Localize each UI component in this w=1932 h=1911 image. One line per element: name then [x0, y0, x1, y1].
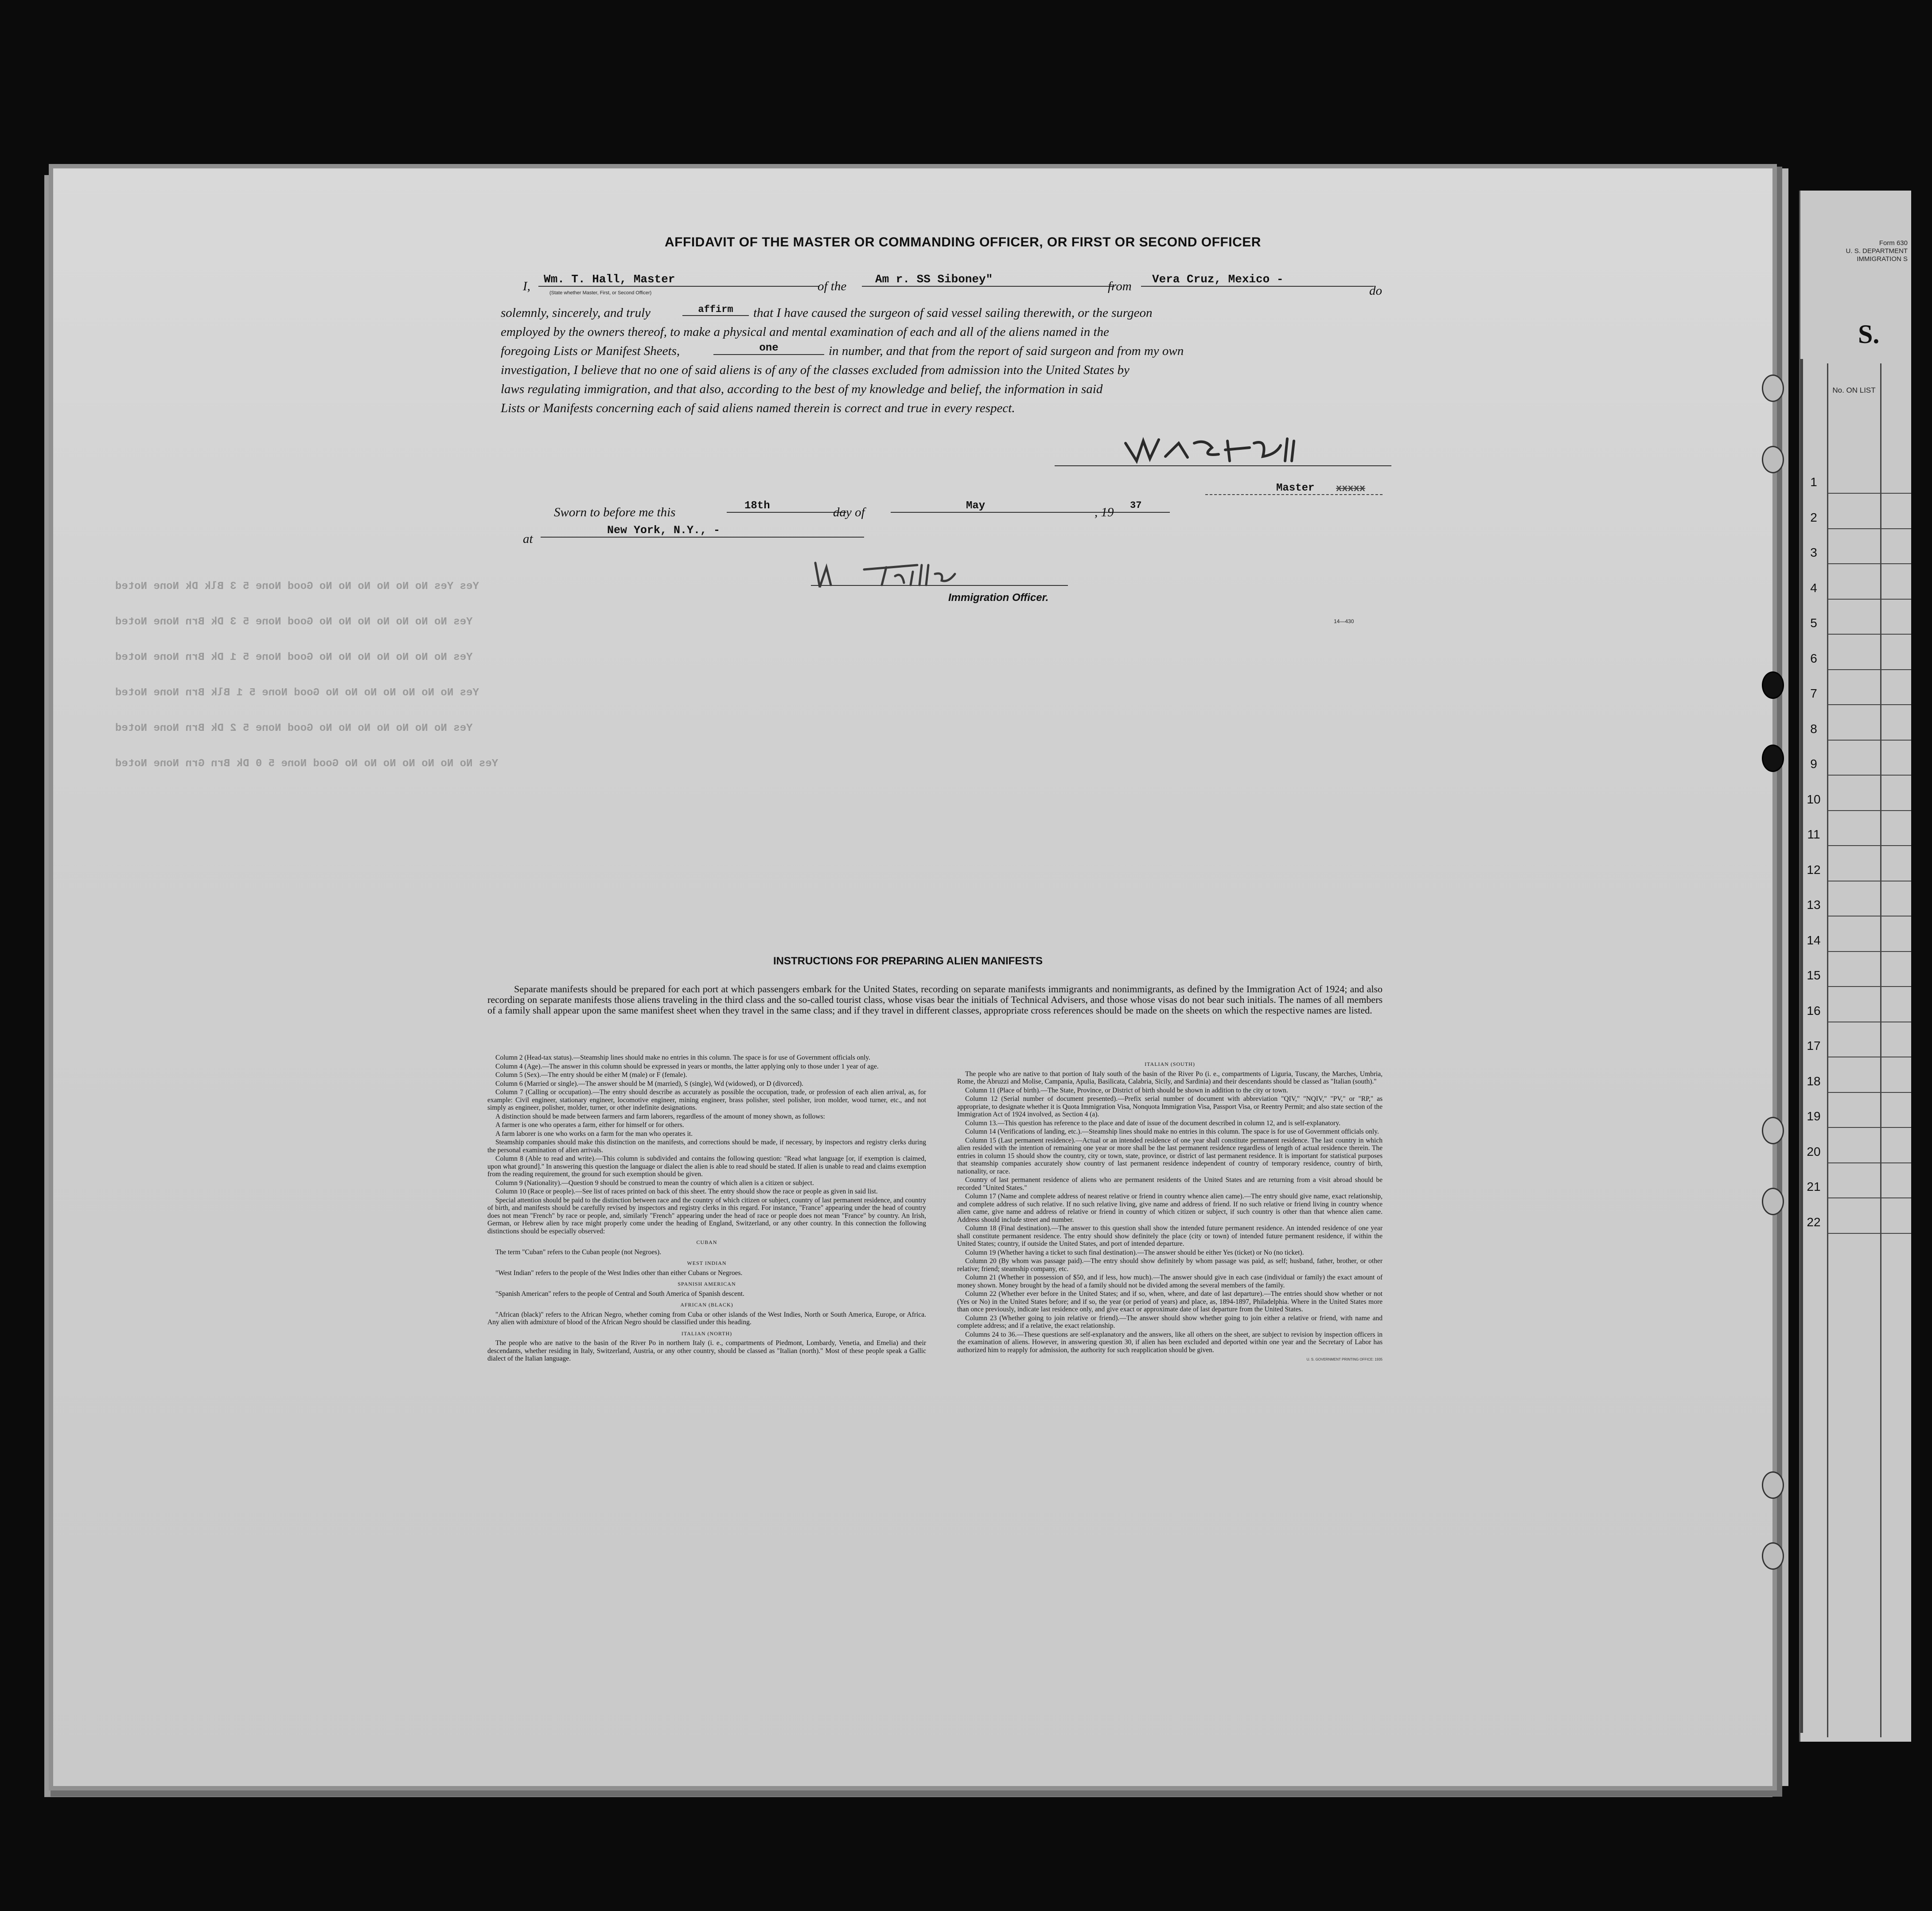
- officer-name-field: Wm. T. Hall, Master: [538, 273, 818, 287]
- sheet-count-field: one: [713, 342, 824, 355]
- row-rule: [1827, 493, 1911, 494]
- immigration-service-label: IMMIGRATION S: [1857, 255, 1908, 263]
- binder-hole: [1762, 1117, 1784, 1144]
- heading-west-indian: WEST INDIAN: [687, 1260, 727, 1266]
- para-spanish-american: "Spanish American" refers to the people of Central and South America of Spanish descent.: [495, 1290, 744, 1298]
- officer-rank-note: (State whether Master, First, or Second Officer): [549, 290, 652, 296]
- heading-italian-north: ITALIAN (NORTH): [681, 1330, 732, 1337]
- list-row-number: 7: [1810, 686, 1817, 700]
- column-rule: [1827, 363, 1828, 1737]
- row-rule: [1827, 528, 1911, 529]
- affidavit-line-3: employed by the owners thereof, to make a physical and mental examination of each and all of the aliens named in the: [501, 325, 1109, 339]
- master-signature-line: [1055, 465, 1391, 466]
- printing-office-imprint: U. S. GOVERNMENT PRINTING OFFICE: 1935: [1306, 1357, 1383, 1361]
- row-rule: [1827, 986, 1911, 987]
- para-west-indian: "West Indian" refers to the people of the West Indies other than either Cubans or Negroes.: [495, 1269, 743, 1277]
- row-rule: [1827, 599, 1911, 600]
- list-row-number: 4: [1810, 581, 1817, 595]
- immigration-officer-signature: [806, 554, 993, 594]
- instruction-paragraph: Column 22 (Whether ever before in the United States; and if so, when, where, and date of last departure).—The entries should show whether or not (Yes or No) in the United States before; and if so, the year (or period of years) and place, as, 1894-1897, Philadelphia. Where in the United States more than once previously, indicate last residence only, and give exact or approximate date of last departure from the United States.: [957, 1290, 1383, 1313]
- list-row-number: 5: [1810, 616, 1817, 630]
- sheet-letter: S.: [1858, 320, 1880, 349]
- no-on-list-header: No. ON LIST: [1832, 386, 1876, 394]
- affidavit-line-2a: solemnly, sincerely, and truly: [501, 306, 651, 320]
- instructions-left-column: [487, 1054, 926, 1364]
- from-label: from: [1108, 279, 1132, 293]
- instruction-paragraph: Column 8 (Able to read and write).—This column is subdivided and contains the following question: "Read what language [or, if exemption is claimed, upon what ground]." In answering this question the language or dialect the alien is able to read should be stated. If alien is unable to read and claims exemption from the reading requirement, the ground for such exemption should be given.: [487, 1155, 926, 1178]
- row-rule: [1827, 634, 1911, 635]
- instruction-paragraph: Special attention should be paid to the distinction between race and the country of which citizen or subject, country of last permanent residence, and country of birth, and manifests should be carefully revised by inspectors and registry clerks in this regard. For instance, "France" appearing under the head of country does not mean "French" by race or people, and, similarly "French" appearing under the head of race or people does not mean "France" by country. An Irish, German, or Hebrew alien by race might properly come under the heading of England, Switzerland, or any other country. In this connection the following distinctions should be especially observed:: [487, 1196, 926, 1235]
- bleed-row: Yes No No No No No No No Good None 5 0 Dk Brn Grn None Noted: [115, 758, 499, 770]
- column-rule: [1880, 363, 1881, 1737]
- instruction-paragraph: Column 4 (Age).—The answer in this column should be expressed in years or months, the latter applying only to those under 1 year of age.: [495, 1062, 879, 1070]
- adjoining-manifest-sheet: [1799, 191, 1911, 1742]
- row-rule: [1827, 740, 1911, 741]
- instruction-paragraph: Column 18 (Final destination).—The answer to this question shall show the intended future permanent residence. An intended residence of one year shall constitute permanent residence. The entry should show definitely the place (city or town) of intended future permanent residence, if within the United States; country, if outside the United States, and port of intended departure.: [957, 1225, 1383, 1248]
- officer-signature-line: [811, 585, 1068, 586]
- instructions-title: INSTRUCTIONS FOR PREPARING ALIEN MANIFESTS: [773, 955, 1043, 967]
- instruction-paragraph: Column 20 (By whom was passage paid).—The entry should show definitely by whom passage was paid, as self; husband, father, brother, or other relative; friend; steamship company, etc.: [957, 1257, 1383, 1273]
- list-row-number: 2: [1810, 510, 1817, 524]
- row-rule: [1827, 704, 1911, 705]
- row-rule: [1827, 951, 1911, 952]
- vessel-field: Am r. SS Siboney": [862, 273, 1114, 287]
- rank-line: [1205, 494, 1383, 495]
- month-field: May: [891, 500, 1170, 513]
- list-row-number: 13: [1807, 898, 1821, 912]
- binder-hole: [1762, 745, 1784, 772]
- place-field: New York, N.Y., -: [541, 524, 864, 538]
- list-row-number: 11: [1807, 827, 1820, 841]
- instruction-paragraph: Column 7 (Calling or occupation).—The entry should describe as accurately as possible the occupation, trade, or profession of each alien arrival, as, for example: Civil engineer, stationary engineer, locomotive engineer, mining engineer, brass polisher, steel polisher, iron molder, wood turner, etc., and not simply as engineer, polisher, molder, turner, or other indefinite designations.: [487, 1088, 926, 1112]
- of-the-label: of the: [818, 279, 847, 293]
- instructions-intro: Separate manifests should be prepared for each port at which passengers embark for the United States, recording on separate manifests immigrants and nonimmigrants, as defined by the Immigration Act of 1924; and also recording on separate manifests those aliens traveling in the third class and the so-called tourist class, whose visas bear the initials of Technical Advisers, and those whose visas do not bear such initials. The names of all members of a family shall appear upon the same manifest sheet when they travel in the same class; and if they travel in different classes, appropriate cross references should be made on the sheets on which the respective names are listed.: [487, 983, 1383, 1016]
- port-field: Vera Cruz, Mexico -: [1141, 273, 1374, 287]
- year-prefix: , 19: [1095, 505, 1114, 519]
- list-row-number: 3: [1810, 546, 1817, 559]
- master-signature: [1117, 430, 1365, 470]
- list-row-number: 1: [1810, 475, 1817, 489]
- form-stamp: 14—430: [1334, 618, 1354, 624]
- instruction-paragraph: Column 11 (Place of birth).—The State, Province, or District of birth should be shown in addition to the city or town.: [965, 1086, 1288, 1094]
- instruction-paragraph: Steamship companies should make this distinction on the manifests, and corrections should be made, if necessary, by inspectors and registry clerks during the personal examination of alien arrivals.: [487, 1139, 926, 1154]
- list-row-number: 16: [1807, 1003, 1821, 1018]
- bleed-row: Yes No No No No No No No Good None 5 1 Dk Brn None Noted: [115, 651, 473, 663]
- instruction-paragraph: Column 13.—This question has reference to the place and date of issue of the document described in column 12, and is self-explanatory.: [965, 1119, 1340, 1127]
- heading-italian-south: ITALIAN (SOUTH): [1145, 1061, 1195, 1067]
- binder-hole: [1762, 1542, 1784, 1570]
- year-suffix: 37: [1130, 500, 1142, 511]
- binder-hole: [1762, 374, 1784, 402]
- instruction-paragraph: A farmer is one who operates a farm, either for himself or for others.: [495, 1121, 684, 1129]
- form-number: Form 630: [1879, 239, 1908, 247]
- instruction-paragraph: Column 2 (Head-tax status).—Steamship lines should make no entries in this column. The space is for use of Government officials only.: [495, 1054, 871, 1061]
- instructions-right-column: [957, 1057, 1383, 1364]
- row-rule: [1827, 1092, 1911, 1093]
- list-row-number: 6: [1810, 651, 1817, 665]
- affidavit-title: AFFIDAVIT OF THE MASTER OR COMMANDING OFFICER, OR FIRST OR SECOND OFFICER: [665, 235, 1261, 250]
- binder-hole: [1762, 446, 1784, 473]
- row-rule: [1827, 810, 1911, 811]
- instruction-paragraph: Column 6 (Married or single).—The answer should be M (married), S (single), Wd (widowed), or D (divorced).: [495, 1080, 803, 1088]
- list-row-number: 12: [1807, 862, 1821, 877]
- instruction-paragraph: A farm laborer is one who works on a farm for the man who operates it.: [495, 1130, 693, 1138]
- list-row-number: 8: [1810, 722, 1817, 736]
- day-of-label: day of: [833, 505, 865, 519]
- heading-cuban: CUBAN: [696, 1239, 717, 1245]
- row-rule: [1827, 1127, 1911, 1128]
- bleed-row: Yes No No No No No No No Good None 5 2 Dk Brn None Noted: [115, 722, 473, 734]
- do-label: do: [1369, 284, 1382, 298]
- instruction-paragraph: Columns 24 to 36.—These questions are self-explanatory and the answers, like all others on the sheet, are subject to revision by inspection officers in the examination of aliens. However, in answering question 30, if alien has been excluded and deported within one year and the Secretary of Labor has authorized him to reapply for admission, the authority for such reapplication should be given.: [957, 1330, 1383, 1354]
- instruction-paragraph: Column 5 (Sex).—The entry should be either M (male) or F (female).: [495, 1071, 687, 1079]
- list-row-number: 15: [1807, 968, 1821, 982]
- instruction-paragraph: A distinction should be made between farmers and farm laborers, regardless of the amount of money shown, as follows:: [495, 1112, 825, 1120]
- immigration-officer-label: Immigration Officer.: [948, 592, 1049, 604]
- row-rule: [1827, 1233, 1911, 1234]
- affidavit-line-6: laws regulating immigration, and that also, according to the best of my knowledge and belief, the information in said: [501, 382, 1103, 396]
- at-label: at: [523, 532, 533, 546]
- row-rule: [1827, 1162, 1911, 1163]
- row-rule: [1827, 845, 1911, 846]
- para-cuban: The term "Cuban" refers to the Cuban people (not Negroes).: [495, 1248, 662, 1256]
- list-row-number: 20: [1807, 1144, 1821, 1158]
- list-row-number: 14: [1807, 933, 1821, 947]
- bleed-row: Yes No No No No No No No Good None 5 3 Dk Brn None Noted: [115, 616, 473, 628]
- list-row-number: 22: [1807, 1215, 1821, 1229]
- affidavit-line-4b: in number, and that from the report of said surgeon and from my own: [829, 344, 1184, 358]
- list-row-number: 9: [1810, 757, 1817, 771]
- affidavit-line-4a: foregoing Lists or Manifest Sheets,: [501, 344, 680, 358]
- bleed-row: Yes Yes No No No No No No Good None 5 3 Blk Dk None Noted: [115, 581, 479, 593]
- instruction-paragraph: Column 21 (Whether in possession of $50, and if less, how much).—The answer should give in each case (individual or family) the exact amount of money shown. Money brought by the head of a family should not be divided among the several members of the family.: [957, 1274, 1383, 1289]
- heading-spanish-american: SPANISH AMERICAN: [678, 1281, 736, 1287]
- list-row-number: 21: [1807, 1180, 1821, 1193]
- affirm-field: affirm: [682, 304, 749, 316]
- row-rule: [1827, 775, 1911, 776]
- instruction-paragraph: Column 19 (Whether having a ticket to such final destination).—The answer should be either Yes (ticket) or No (no ticket).: [965, 1248, 1304, 1256]
- master-rank-label: Master: [1276, 482, 1315, 494]
- instruction-paragraph: Column 14 (Verifications of landing, etc.).—Steamship lines should make no entries in this column. The space is for use of Government officials only.: [965, 1128, 1379, 1135]
- instruction-paragraph: Column 10 (Race or people).—See list of races printed on back of this sheet. The entry should show the race or people as given in said list.: [495, 1188, 878, 1195]
- sworn-label: Sworn to before me this: [554, 505, 676, 519]
- affidavit-line-5: investigation, I believe that no one of said aliens is of any of the classes excluded from admission into the United States by: [501, 363, 1130, 377]
- para-italian-north: The people who are native to the basin of the River Po in northern Italy (i. e., compartments of Piedmont, Lombardy, Venetia, and Emelia) and their descendants, whether residing in Italy, Switzerland, Austria, or any other country, should be classed as "Italian (north)." Most of these people speak a Gallic dialect of the Italian language.: [487, 1339, 926, 1362]
- affidavit-line-7: Lists or Manifests concerning each of said aliens named therein is correct and true in every respect.: [501, 401, 1015, 415]
- affidavit-line-2b: that I have caused the surgeon of said vessel sailing therewith, or the surgeon: [753, 306, 1153, 320]
- binder-hole: [1762, 671, 1784, 699]
- department-label: U. S. DEPARTMENT: [1846, 247, 1908, 255]
- instruction-paragraph: Column 9 (Nationality).—Question 9 should be construed to mean the country of which alien is a citizen or subject.: [495, 1179, 814, 1187]
- affidavit-i: I,: [523, 279, 530, 293]
- instruction-paragraph: The people who are native to that portion of Italy south of the basin of the River Po (i. e., compartments of Liguria, Tuscany, the Marches, Umbria, Rome, the Abruzzi and Molise, Campania, Apulia, Basilicata, Calabria, Sicily, and Sardinia) and their descendants should be classed as "Italian (south).": [957, 1070, 1383, 1085]
- instruction-paragraph: Column 12 (Serial number of document presented).—Prefix serial number of document with abbreviation "QIV," "NQIV," "PV," or "RP," as appropriate, to designate whether it is Quota Immigration Visa, Nonquota Immigration Visa, Passport Visa, or Reentry Permit; and also state section of the Immigration Act of 1924 involved, as Section 4 (a).: [957, 1095, 1383, 1118]
- instruction-paragraph: Column 23 (Whether going to join relative or friend).—The answer should show whether going to join either a relative or friend, with name and complete address; and if a relative, the exact relationship.: [957, 1314, 1383, 1330]
- instruction-paragraph: Column 17 (Name and complete address of nearest relative or friend in country whence alien came).—The entry should give name, exact relationship, and complete address of such relative. If no such relative living, give name and address of friend. If no such relative or friend living in country whence alien came, give name and address of relative or friend in country of which citizen or subject, if such country is other than that whence alien came. Address should include street and number.: [957, 1193, 1383, 1224]
- row-rule: [1827, 669, 1911, 670]
- heading-african: AFRICAN (BLACK): [680, 1302, 733, 1308]
- row-rule: [1827, 1197, 1911, 1198]
- instruction-paragraph: Column 15 (Last permanent residence).—Actual or an intended residence of one year shall constitute permanent residence. The last country in which alien resided with the intention of remaining one year or more shall be the last permanent residence regardless of length of actual residence therein. The entries in column 15 should show the country, city or town, state, province, or district of last permanent residence. It is important for statistical purposes that steamship companies accurately show country of last permanent residence independent of country of temporary residence, country of birth, nationality, or race.: [957, 1136, 1383, 1175]
- para-african: "African (black)" refers to the African Negro, whether coming from Cuba or other islands of the West Indies, North or South America, Europe, or Africa. Any alien with admixture of blood of the African Negro should be classified under this heading.: [487, 1310, 926, 1326]
- row-rule: [1827, 563, 1911, 564]
- list-row-number: 17: [1807, 1039, 1821, 1053]
- bleed-row: Yes No No No No No No No Good None 5 1 Blk Brn None Noted: [115, 687, 479, 699]
- list-row-number: 18: [1807, 1074, 1821, 1088]
- list-row-number: 10: [1807, 792, 1821, 806]
- day-field: 18th: [727, 500, 846, 513]
- binder-hole: [1762, 1471, 1784, 1499]
- struck-rank: xxxxx: [1336, 483, 1366, 494]
- list-row-number: 19: [1807, 1109, 1821, 1123]
- binder-hole: [1762, 1188, 1784, 1215]
- instruction-paragraph: Country of last permanent residence of aliens who are permanent residents of the United States and are returning from a visit abroad should be recorded "United States.": [957, 1176, 1383, 1192]
